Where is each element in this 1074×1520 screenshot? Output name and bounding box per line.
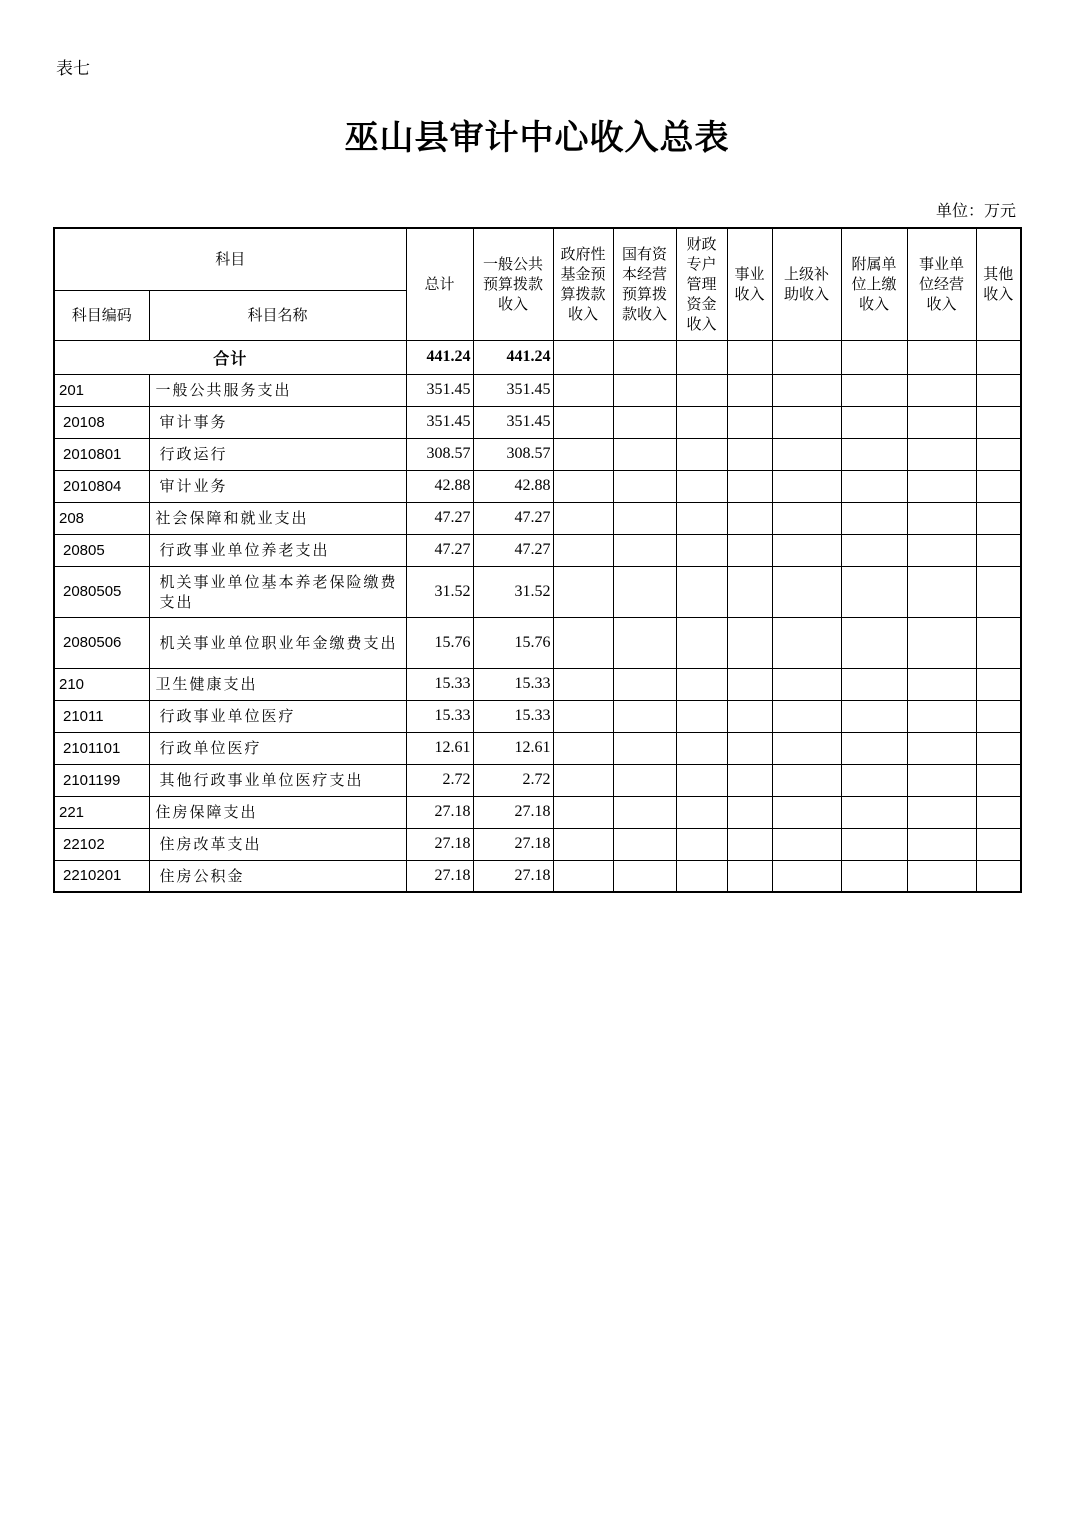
row-general: 31.52 [473,566,553,617]
empty-cell [727,470,772,502]
empty-cell [841,470,907,502]
row-total: 308.57 [406,438,473,470]
row-code: 2210201 [54,860,149,892]
row-name: 住房公积金 [149,860,406,892]
empty-cell [772,764,841,796]
empty-cell [613,374,676,406]
empty-cell [676,470,727,502]
empty-cell [676,374,727,406]
empty-cell [727,502,772,534]
row-code: 2010804 [54,470,149,502]
empty-cell [907,502,976,534]
row-name: 卫生健康支出 [149,668,406,700]
empty-cell [907,470,976,502]
empty-cell [907,860,976,892]
row-general: 42.88 [473,470,553,502]
empty-cell [613,796,676,828]
table-row [54,502,1021,534]
row-code: 221 [54,796,149,828]
row-general: 47.27 [473,534,553,566]
empty-cell [553,470,613,502]
empty-cell [727,438,772,470]
row-name: 行政单位医疗 [149,732,406,764]
empty-cell [613,764,676,796]
header-subject-code: 科目编码 [54,290,149,340]
row-name: 其他行政事业单位医疗支出 [149,764,406,796]
row-name: 行政运行 [149,438,406,470]
row-code: 2080505 [54,566,149,617]
total-label: 合计 [54,340,406,374]
table-row [54,534,1021,566]
empty-cell [841,668,907,700]
row-total: 351.45 [406,406,473,438]
empty-cell [907,617,976,668]
table-row [54,796,1021,828]
table-row [54,828,1021,860]
row-total: 351.45 [406,374,473,406]
empty-cell [772,828,841,860]
empty-cell [841,732,907,764]
table-row [54,374,1021,406]
empty-cell [727,617,772,668]
empty-cell [727,700,772,732]
row-total: 15.76 [406,617,473,668]
empty-cell [676,502,727,534]
row-code: 21011 [54,700,149,732]
empty-cell [676,860,727,892]
row-general: 27.18 [473,796,553,828]
table-row [54,668,1021,700]
header-subject-name: 科目名称 [149,290,406,340]
header-general-budget: 一般公共预算拨款收入 [473,228,553,340]
row-general: 27.18 [473,860,553,892]
row-general: 308.57 [473,438,553,470]
empty-cell [727,566,772,617]
empty-cell [907,828,976,860]
empty-cell [907,764,976,796]
empty-cell [907,406,976,438]
row-total: 47.27 [406,534,473,566]
empty-cell [841,406,907,438]
empty-cell [553,700,613,732]
empty-cell [676,617,727,668]
row-name: 审计业务 [149,470,406,502]
table-number: 表七 [56,59,90,79]
empty-cell [772,502,841,534]
empty-cell [727,796,772,828]
empty-cell [772,438,841,470]
table-row [54,406,1021,438]
row-code: 208 [54,502,149,534]
header-total: 总计 [406,228,473,340]
table-row [54,438,1021,470]
empty-cell [553,566,613,617]
empty-cell [976,438,1021,470]
empty-cell [841,860,907,892]
empty-cell [772,374,841,406]
empty-cell [976,700,1021,732]
empty-cell [727,732,772,764]
empty-cell [907,374,976,406]
empty-cell [553,374,613,406]
empty-cell [553,438,613,470]
empty-cell [907,534,976,566]
row-code: 210 [54,668,149,700]
empty-cell [727,764,772,796]
empty-cell [676,732,727,764]
empty-cell [976,406,1021,438]
header-affiliated-income: 附属单位上缴收入 [841,228,907,340]
header-business-operating: 事业单位经营收入 [907,228,976,340]
empty-cell [613,732,676,764]
row-general: 15.33 [473,700,553,732]
empty-cell [841,374,907,406]
table-row [54,700,1021,732]
empty-cell [907,668,976,700]
row-general: 351.45 [473,374,553,406]
row-name: 审计事务 [149,406,406,438]
empty-cell [727,668,772,700]
empty-cell [676,668,727,700]
empty-cell [613,470,676,502]
table-row [54,470,1021,502]
empty-cell [772,796,841,828]
empty-cell [553,502,613,534]
empty-cell [976,374,1021,406]
row-name: 行政事业单位医疗 [149,700,406,732]
row-code: 2101101 [54,732,149,764]
header-superior-subsidy: 上级补助收入 [772,228,841,340]
row-total: 42.88 [406,470,473,502]
empty-cell [727,374,772,406]
row-name: 社会保障和就业支出 [149,502,406,534]
empty-cell [676,406,727,438]
row-general: 351.45 [473,406,553,438]
empty-cell [976,860,1021,892]
empty-cell [553,617,613,668]
empty-cell [772,406,841,438]
row-name: 住房改革支出 [149,828,406,860]
income-table [53,227,1022,893]
page-title: 巫山县审计中心收入总表 [344,118,730,158]
empty-cell [676,764,727,796]
empty-cell [613,828,676,860]
total-general: 441.24 [473,340,553,374]
empty-cell [676,534,727,566]
row-total: 15.33 [406,700,473,732]
table-row [54,764,1021,796]
empty-cell [772,700,841,732]
empty-cell [613,502,676,534]
row-name: 机关事业单位职业年金缴费支出 [149,617,406,668]
empty-cell [553,668,613,700]
empty-cell [613,668,676,700]
empty-cell [841,566,907,617]
empty-cell [976,764,1021,796]
empty-cell [727,406,772,438]
empty-cell [772,732,841,764]
row-general: 2.72 [473,764,553,796]
row-total: 27.18 [406,796,473,828]
table-row [54,566,1021,617]
empty-cell [676,438,727,470]
empty-cell [907,700,976,732]
empty-cell [907,796,976,828]
total-total: 441.24 [406,340,473,374]
row-code: 2101199 [54,764,149,796]
empty-cell [841,617,907,668]
unit-label: 单位：万元 [935,201,1016,220]
empty-cell [976,617,1021,668]
empty-cell [676,566,727,617]
empty-cell [772,534,841,566]
empty-cell [553,732,613,764]
header-fiscal-special: 财政专户管理资金收入 [676,228,727,340]
empty-cell [841,700,907,732]
header-subject: 科目 [54,228,406,290]
header-state-capital: 国有资本经营预算拨款收入 [613,228,676,340]
row-name: 机关事业单位基本养老保险缴费支出 [149,566,406,617]
empty-cell [772,860,841,892]
empty-cell [727,534,772,566]
table-row [54,732,1021,764]
empty-cell [976,796,1021,828]
empty-cell [907,566,976,617]
empty-cell [976,566,1021,617]
row-total: 15.33 [406,668,473,700]
header-business-income: 事业收入 [727,228,772,340]
row-total: 2.72 [406,764,473,796]
empty-cell [553,860,613,892]
empty-cell [613,566,676,617]
row-code: 201 [54,374,149,406]
empty-cell [841,534,907,566]
row-code: 20805 [54,534,149,566]
empty-cell [727,828,772,860]
row-code: 2010801 [54,438,149,470]
empty-cell [841,828,907,860]
empty-cell [841,796,907,828]
row-total: 31.52 [406,566,473,617]
empty-cell [976,470,1021,502]
row-code: 20108 [54,406,149,438]
empty-cell [613,406,676,438]
empty-cell [772,566,841,617]
empty-cell [676,828,727,860]
empty-cell [613,534,676,566]
empty-cell [976,828,1021,860]
empty-cell [772,617,841,668]
row-name: 行政事业单位养老支出 [149,534,406,566]
row-general: 27.18 [473,828,553,860]
empty-cell [976,668,1021,700]
table-row [54,860,1021,892]
header-gov-fund: 政府性基金预算拨款收入 [553,228,613,340]
header-other-income: 其他收入 [976,228,1021,340]
row-total: 27.18 [406,828,473,860]
empty-cell [553,828,613,860]
empty-cell [841,502,907,534]
empty-cell [553,534,613,566]
empty-cell [613,438,676,470]
row-total: 47.27 [406,502,473,534]
empty-cell [841,764,907,796]
empty-cell [553,406,613,438]
empty-cell [907,438,976,470]
row-total: 12.61 [406,732,473,764]
row-general: 47.27 [473,502,553,534]
empty-cell [976,502,1021,534]
empty-cell [727,860,772,892]
row-code: 2080506 [54,617,149,668]
empty-cell [553,764,613,796]
row-name: 一般公共服务支出 [149,374,406,406]
empty-cell [613,700,676,732]
row-code: 22102 [54,828,149,860]
empty-cell [613,617,676,668]
row-general: 12.61 [473,732,553,764]
empty-cell [772,668,841,700]
empty-cell [976,534,1021,566]
row-general: 15.76 [473,617,553,668]
empty-cell [676,796,727,828]
empty-cell [553,796,613,828]
row-total: 27.18 [406,860,473,892]
row-general: 15.33 [473,668,553,700]
table-row [54,617,1021,668]
empty-cell [907,732,976,764]
empty-cell [772,470,841,502]
empty-cell [841,438,907,470]
total-row [54,340,1021,374]
empty-cell [676,700,727,732]
empty-cell [976,732,1021,764]
row-name: 住房保障支出 [149,796,406,828]
empty-cell [613,860,676,892]
